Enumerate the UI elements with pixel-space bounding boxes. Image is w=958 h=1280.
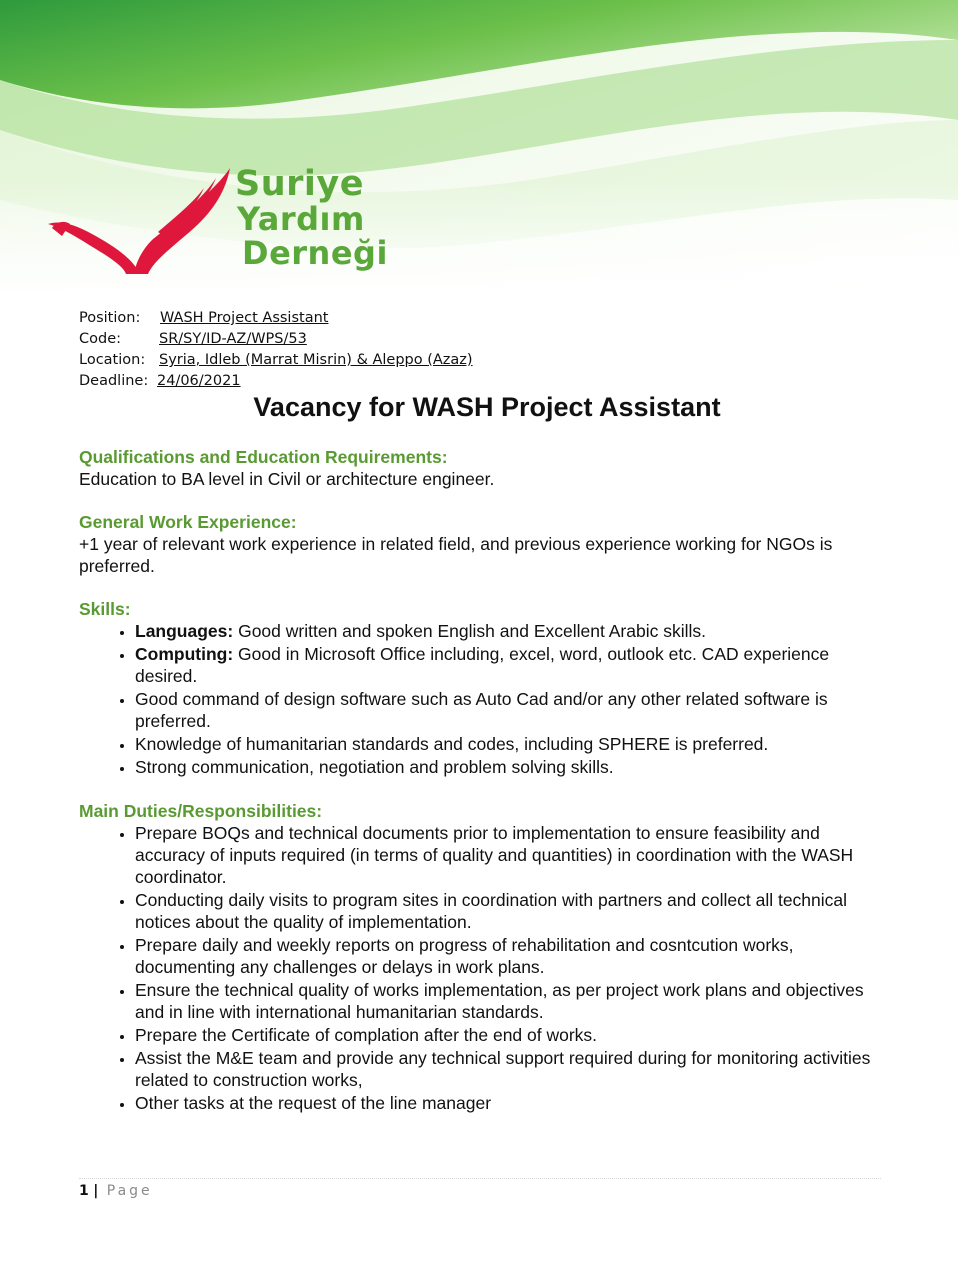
list-item [135, 733, 879, 755]
footer-divider [79, 1178, 881, 1179]
page-label: Page [106, 1183, 153, 1199]
list-item [135, 688, 879, 732]
logo-line-1: Suriye [235, 164, 364, 204]
meta-label: Code: [79, 331, 122, 347]
section-heading-qualifications: Qualifications and Education Requirements: [79, 447, 448, 467]
experience-text: +1 year of relevant work experience in related field, and previous experience working for NGOs is preferred. [79, 534, 833, 576]
page-number: 1 [79, 1183, 89, 1199]
meta-value: WASH Project Assistant [160, 310, 329, 326]
item-text: Knowledge of humanitarian standards and codes, including SPHERE is preferred. [135, 734, 769, 754]
list-item [135, 620, 879, 642]
section-heading-skills: Skills: [79, 599, 131, 619]
item-text: Good written and spoken English and Excellent Arabic skills. [233, 621, 706, 641]
vacancy-metadata [79, 308, 473, 392]
item-label: Languages: [135, 621, 234, 641]
page-separator: | [93, 1183, 99, 1199]
meta-label: Location: [79, 352, 146, 368]
document-body [79, 446, 879, 1115]
list-item: • Assist the M&E team and provide any technical support required during for monitoring activities related to construction works, [135, 1047, 879, 1091]
meta-row-deadline [79, 371, 241, 392]
item-text: Strong communication, negotiation and problem solving skills. [135, 757, 614, 777]
section-heading-duties: Main Duties/Responsibilities: [79, 801, 323, 821]
list-item: • Ensure the technical quality of works implementation, as per project work plans and objectives and in line with international humanitarian standards. [135, 979, 879, 1023]
meta-row-position [79, 308, 329, 329]
page-footer [79, 1183, 153, 1199]
meta-label: Position: [79, 310, 141, 326]
logo-line-2: Yardım [237, 200, 365, 238]
item-text: Good command of design software such as Auto Cad and/or any other related software is preferred. [135, 689, 828, 731]
meta-row-location [79, 350, 473, 371]
hands-icon [44, 162, 244, 280]
list-item [135, 756, 879, 778]
meta-label: Deadline: [79, 373, 149, 389]
list-item [135, 643, 879, 687]
meta-value: 24/06/2021 [157, 373, 241, 389]
list-item: • Prepare BOQs and technical documents prior to implementation to ensure feasibility and accuracy of inputs required (in terms of quality and quantities) in coordination with the WASH coordinator. [135, 822, 879, 888]
qualifications-text: Education to BA level in Civil or architecture engineer. [79, 469, 495, 489]
section-heading-experience: General Work Experience: [79, 512, 297, 532]
meta-row-code [79, 329, 307, 350]
list-item: • Other tasks at the request of the line manager [135, 1092, 879, 1114]
skills-list [79, 620, 879, 778]
logo-line-3: Derneği [242, 234, 388, 272]
page-title: Vacancy for WASH Project Assistant [253, 392, 721, 422]
list-item: • Conducting daily visits to program sites in coordination with partners and collect all technical notices about the quality of implementation. [135, 889, 879, 933]
item-text: Good in Microsoft Office including, excel, word, outlook etc. CAD experience desired. [135, 644, 830, 686]
item-label: Computing: [135, 644, 234, 664]
list-item: • Prepare the Certificate of complation after the end of works. [135, 1024, 879, 1046]
duties-list [79, 822, 879, 1114]
list-item: • Prepare daily and weekly reports on progress of rehabilitation and cosntcution works, documenting any challenges or delays in work plans. [135, 934, 879, 978]
organization-logo [44, 162, 404, 280]
meta-value: Syria, Idleb (Marrat Misrin) & Aleppo (Azaz) [159, 352, 473, 368]
meta-value: SR/SY/ID-AZ/WPS/53 [159, 331, 307, 347]
